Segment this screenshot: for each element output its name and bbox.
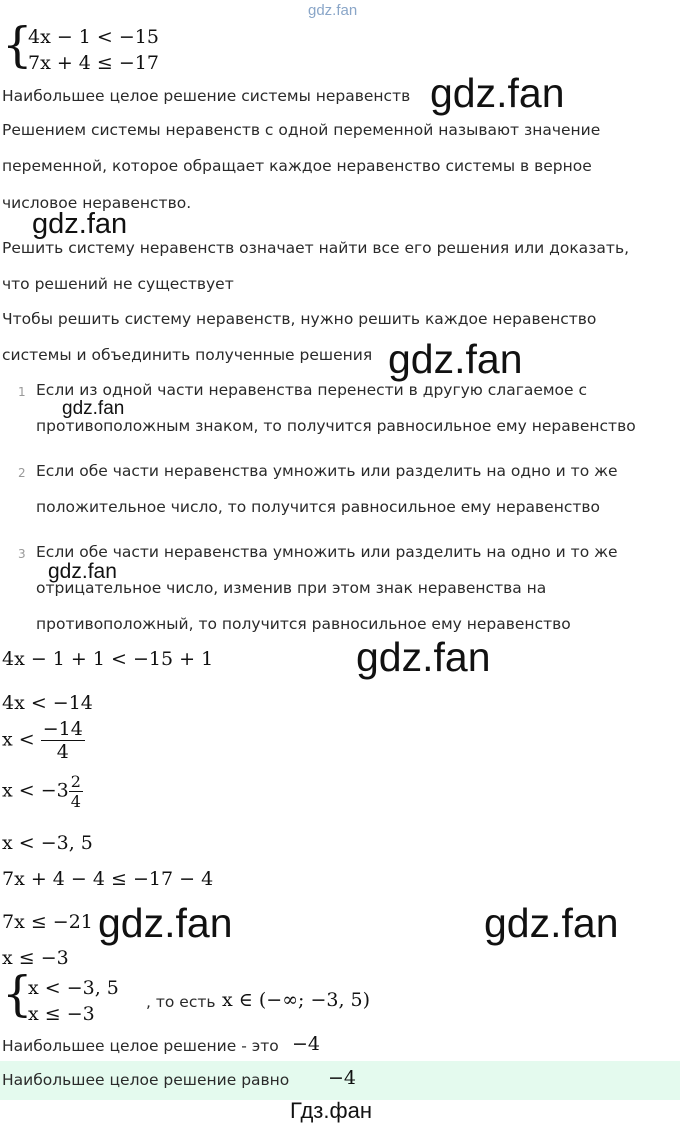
watermark: gdz.fan [98,900,233,946]
list-number: 3 [18,547,26,561]
definition-line: переменной, которое обращает каждое неравенство системы в верное [2,157,592,175]
watermark: gdz.fan [388,336,523,382]
watermark: gdz.fan [484,900,619,946]
fraction-denominator: 4 [70,792,81,811]
answer-value: −4 [328,1067,357,1089]
result-inequality-2: x ≤ −3 [28,1003,95,1025]
solution-step-fraction [2,718,85,763]
fraction-numerator: −14 [42,718,83,740]
how-to-line: системы и объединить полученные решения [2,346,373,364]
solution-step: 4x < −14 [2,692,93,714]
list-number: 1 [18,385,26,399]
watermark: gdz.fan [62,398,125,419]
result-system-brace: { [2,966,33,1022]
watermark: gdz.fan [32,208,128,240]
solve-meaning-line: что решений не существует [2,275,234,293]
watermark: gdz.fan [430,70,565,116]
task-inequality-1: 4x − 1 < −15 [28,26,159,48]
how-to-line: Чтобы решить систему неравенств, нужно решить каждое неравенство [2,310,597,328]
task-question: Наибольшее целое решение системы неравенств [2,87,411,105]
fraction [41,718,85,763]
system-brace: { [2,17,33,73]
fraction-denominator: 4 [56,741,69,763]
list-item-line: Если обе части неравенства умножить или разделить на одно и то же [36,543,618,561]
result-interval: x ∈ (−∞; −3, 5) [222,989,371,1011]
watermark-top: gdz.fan [308,2,358,19]
definition-line: Решением системы неравенств с одной переменной называют значение [2,121,601,139]
result-inequality-1: x < −3, 5 [28,977,119,999]
list-item-line: положительное число, то получится равносильное ему неравенство [36,498,601,516]
solution-step-mixed [2,772,83,811]
watermark: gdz.fan [356,634,491,680]
watermark: gdz.fan [48,560,117,583]
list-item-line: Если обе части неравенства умножить или разделить на одно и то же [36,462,618,480]
task-inequality-2: 7x + 4 ≤ −17 [28,52,159,74]
result-text: , то есть [146,993,216,1011]
list-item-line: противоположный, то получится равносильное ему неравенство [36,615,571,633]
list-item-line: отрицательное число, изменив при этом знак неравенства на [36,579,547,597]
definition-line: числовое неравенство. [2,194,192,212]
solution-step: 4x − 1 + 1 < −15 + 1 [2,648,214,670]
solution-step: x ≤ −3 [2,947,69,969]
footer-watermark: Гдз.фан [290,1098,372,1123]
solution-step: x < −3, 5 [2,832,93,854]
list-number: 2 [18,466,26,480]
step-lhs: x < −3 [2,779,69,802]
solution-step: 7x ≤ −21 [2,911,93,933]
solution-step: 7x + 4 − 4 ≤ −17 − 4 [2,868,214,890]
fraction-numerator: 2 [70,772,81,791]
fraction [69,772,83,811]
answer-text: Наибольшее целое решение равно [2,1071,290,1089]
conclusion-text: Наибольшее целое решение - это [2,1037,279,1055]
conclusion-value: −4 [292,1033,321,1055]
list-item-line: противоположным знаком, то получится равносильное ему неравенство [36,417,636,435]
solve-meaning-line: Решить систему неравенств означает найти все его решения или доказать, [2,239,630,257]
step-lhs: x < [2,728,35,751]
list-item-line: Если из одной части неравенства перенести в другую слагаемое с [36,381,588,399]
